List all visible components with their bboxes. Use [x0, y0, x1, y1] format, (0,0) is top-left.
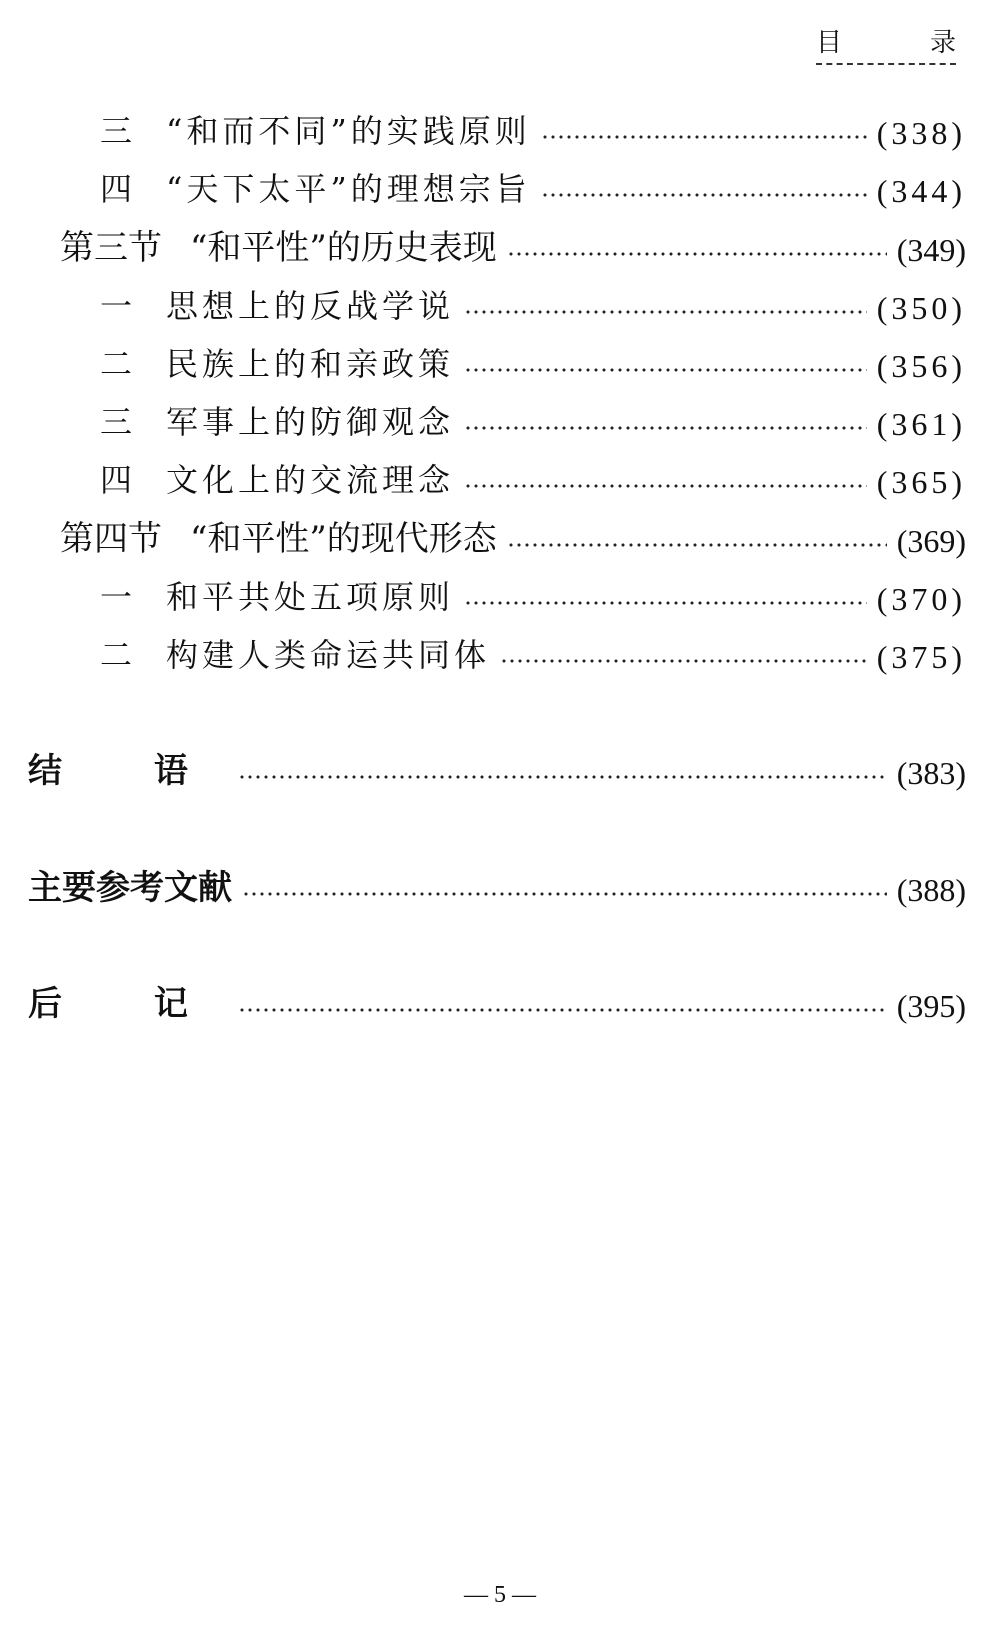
entry-title: 和平共处五项原则 — [166, 578, 455, 616]
entry-number: 二 — [100, 345, 137, 383]
entry-page: (344) — [876, 173, 966, 209]
toc-chapter-conclusion[interactable] — [28, 748, 966, 792]
entry-number: 一 — [100, 578, 137, 616]
dot-leader — [238, 774, 887, 780]
entry-title: “和平性”的历史表现 — [190, 228, 497, 268]
toc-entry[interactable] — [100, 632, 966, 676]
dot-leader — [541, 192, 867, 198]
entry-title: 文化上的交流理念 — [166, 461, 455, 499]
running-header — [816, 22, 956, 59]
dot-leader — [507, 542, 887, 548]
entry-title: 构建人类命运共同体 — [166, 636, 491, 674]
entry-number: 三 — [100, 112, 137, 150]
toc-entry[interactable] — [100, 341, 966, 385]
entry-page: (369) — [896, 523, 966, 559]
entry-page: (395) — [896, 988, 966, 1024]
section-number: 第三节 — [60, 228, 162, 268]
dot-leader — [242, 891, 887, 897]
entry-title: 思想上的反战学说 — [166, 287, 455, 325]
page-number: — 5 — — [464, 1582, 536, 1608]
chapter-title: 后 记 — [28, 984, 228, 1024]
entry-number: 三 — [100, 403, 137, 441]
toc-entry[interactable] — [100, 166, 966, 210]
entry-number: 一 — [100, 287, 137, 325]
toc-entry[interactable] — [100, 399, 966, 443]
header-right-char: 录 — [929, 28, 956, 58]
toc-section-entry[interactable] — [60, 225, 966, 269]
entry-number: 二 — [100, 636, 137, 674]
entry-page: (349) — [896, 232, 966, 268]
toc-chapter-references[interactable] — [28, 865, 966, 909]
dot-leader — [464, 425, 867, 431]
entry-page: (356) — [876, 348, 966, 384]
dot-leader — [507, 251, 887, 257]
header-dashed-rule — [816, 63, 956, 65]
entry-title: 民族上的和亲政策 — [166, 345, 455, 383]
toc-entry[interactable] — [100, 574, 966, 618]
dot-leader — [464, 600, 867, 606]
toc-entry[interactable] — [100, 108, 966, 152]
dot-leader — [541, 134, 867, 140]
section-number: 第四节 — [60, 519, 162, 559]
chapter-title: 主要参考文献 — [28, 868, 232, 908]
entry-title: 军事上的防御观念 — [166, 403, 455, 441]
dot-leader — [238, 1007, 887, 1013]
toc-chapter-afterword[interactable] — [28, 981, 966, 1025]
dot-leader — [464, 483, 867, 489]
entry-page: (383) — [896, 755, 966, 791]
entry-number: 四 — [100, 170, 137, 208]
entry-page: (338) — [876, 115, 966, 151]
header-left-char: 目 — [816, 28, 843, 58]
entry-page: (350) — [876, 290, 966, 326]
dot-leader — [500, 658, 867, 664]
chapter-title: 结 语 — [28, 751, 228, 791]
entry-title: “和而不同”的实践原则 — [166, 112, 531, 150]
entry-title: “天下太平”的理想宗旨 — [166, 170, 531, 208]
entry-page: (375) — [876, 639, 966, 675]
entry-page: (370) — [876, 581, 966, 617]
entry-number: 四 — [100, 461, 137, 499]
entry-title: “和平性”的现代形态 — [190, 519, 497, 559]
entry-page: (361) — [876, 406, 966, 442]
dot-leader — [464, 367, 867, 373]
toc-section-entry[interactable] — [60, 516, 966, 560]
entry-page: (365) — [876, 464, 966, 500]
toc-entry[interactable] — [100, 283, 966, 327]
toc-entry[interactable] — [100, 457, 966, 501]
dot-leader — [464, 309, 867, 315]
entry-page: (388) — [896, 872, 966, 908]
